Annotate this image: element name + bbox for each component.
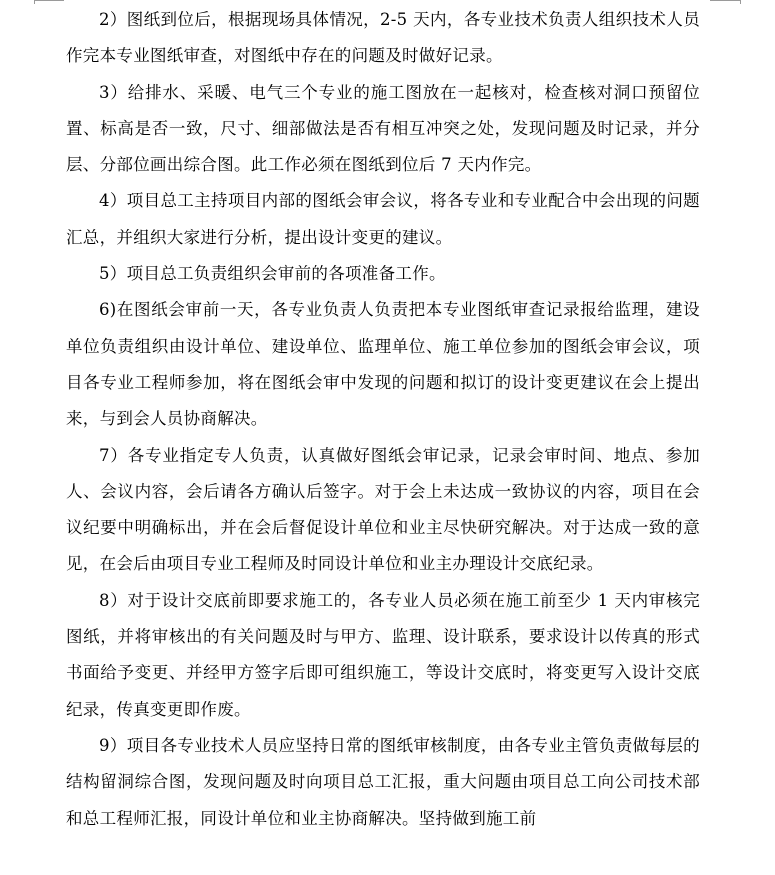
paragraph-6: 6)在图纸会审前一天，各专业负责人负责把本专业图纸审查记录报给监理，建设单位负责组织由设计单位、建设单位、监理单位、施工单位参加的图纸会审会议，项目各专业工程师参加，将在图纸会审中发现的问题和拟订的设计变更建议在会上提出来，与到会人员协商解决。	[66, 300, 700, 429]
paragraph-7: 7）各专业指定专人负责，认真做好图纸会审记录，记录会审时间、地点、参加人、会议内容，会后请各方确认后签字。对于会上未达成一致协议的内容，项目在会议纪要中明确标出，并在会后督促设计单位和业主尽快研究解决。对于达成一致的意见，在会后由项目专业工程师及时同设计单位和业主办理设计交底纪录。	[66, 445, 700, 574]
crop-mark-top-left	[34, 0, 64, 1]
paragraph-4: 4）项目总工主持项目内部的图纸会审会议，将各专业和专业配合中会出现的问题汇总，并组织大家进行分析，提出设计变更的建议。	[66, 191, 700, 247]
paragraph-8: 8）对于设计交底前即要求施工的，各专业人员必须在施工前至少 1 天内审核完图纸，并将审核出的有关问题及时与甲方、监理、设计联系，要求设计以传真的形式书面给予变更、并经甲方签字后即可组织施工，等设计交底时，将变更写入设计交底纪录，传真变更即作废。	[66, 590, 700, 719]
paragraph-5: 5）项目总工负责组织会审前的各项准备工作。	[99, 264, 446, 284]
crop-mark-top-right-vertical	[740, 0, 741, 4]
document-body	[66, 2, 700, 837]
crop-mark-top-right	[710, 0, 740, 1]
crop-mark-top-left-vertical	[34, 0, 35, 4]
paragraph-3: 3）给排水、采暖、电气三个专业的施工图放在一起核对，检查核对洞口预留位置、标高是否一致，尺寸、细部做法是否有相互冲突之处，发现问题及时记录，并分层、分部位画出综合图。此工作必须在图纸到位后 7 天内作完。	[66, 82, 700, 175]
paragraph-9: 9）项目各专业技术人员应坚持日常的图纸审核制度，由各专业主管负责做每层的结构留洞综合图，发现问题及时向项目总工汇报，重大问题由项目总工向公司技术部和总工程师汇报，同设计单位和业主协商解决。坚持做到施工前	[66, 735, 700, 828]
paragraph-2: 2）图纸到位后，根据现场具体情况，2-5 天内，各专业技术负责人组织技术人员作完本专业图纸审查，对图纸中存在的问题及时做好记录。	[66, 10, 700, 66]
